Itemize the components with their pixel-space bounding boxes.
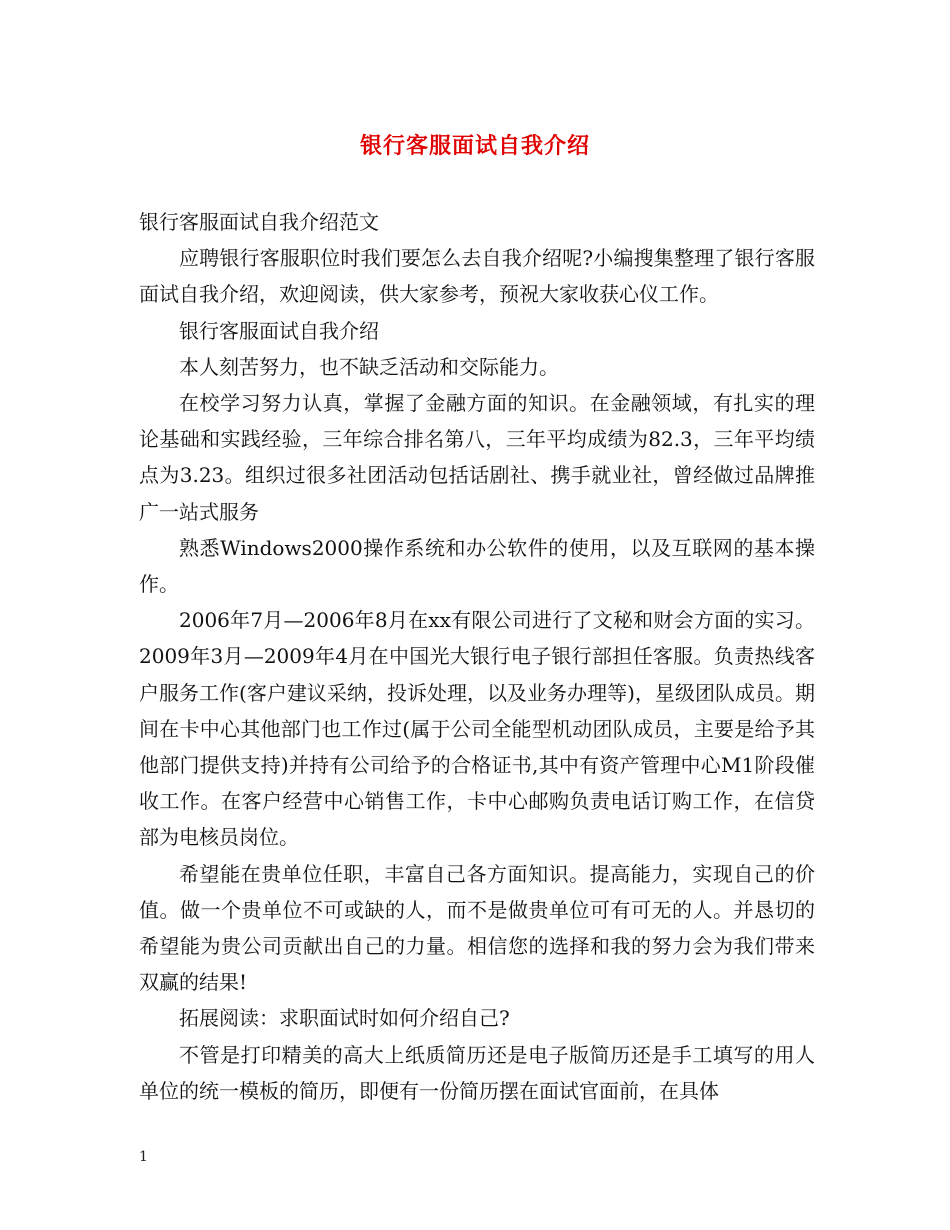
document-body	[139, 204, 815, 1109]
paragraph: 银行客服面试自我介绍范文	[139, 210, 379, 234]
paragraph: 2006年7月—2006年8月在xx有限公司进行了文秘和财会方面的实习。 2009年3月—2009年4月在中国光大银行电子银行部担任客服。负责热线客户服务工作(客户建议采纳，投诉处理，以及业务办理等)，星级团队成员。期间在卡中心其他部门也工作过(属于公司全能型机动团队成员，主要是给予其他部门提供支持)并持有公司给予的合格证书,其中有资产管理中心M1阶段催收工作。在客户经营中心销售工作，卡中心邮购负责电话订购工作，在信贷部为电核员岗位。	[139, 608, 815, 850]
paragraph: 希望能在贵单位任职，丰富自己各方面知识。提高能力，实现自己的价值。做一个贵单位不可或缺的人，而不是做贵单位可有可无的人。并恳切的希望能为贵公司贡献出自己的力量。相信您的选择和我的努力会为我们带来双赢的结果!	[139, 861, 815, 995]
document-title: 银行客服面试自我介绍	[359, 133, 590, 159]
paragraph: 在校学习努力认真，掌握了金融方面的知识。在金融领域，有扎实的理论基础和实践经验，三年综合排名第八，三年平均成绩为82.3，三年平均绩点为3.23。组织过很多社团活动包括话剧社、携手就业社，曾经做过品牌推广一站式服务	[139, 391, 815, 524]
page-number: 1	[139, 1149, 148, 1165]
paragraph: 拓展阅读：求职面试时如何介绍自己?	[179, 1006, 510, 1031]
paragraph: 银行客服面试自我介绍	[179, 318, 379, 343]
paragraph: 不管是打印精美的高大上纸质简历还是电子版简历还是手工填写的用人单位的统一模板的简历，即便有一份简历摆在面试官面前，在具体	[139, 1042, 815, 1103]
paragraph: 本人刻苦努力，也不缺乏活动和交际能力。	[179, 354, 559, 379]
paragraph: 熟悉Windows2000操作系统和办公软件的使用，以及互联网的基本操作。	[139, 535, 815, 597]
paragraph: 应聘银行客服职位时我们要怎么去自我介绍呢?小编搜集整理了银行客服面试自我介绍，欢迎阅读，供大家参考，预祝大家收获心仪工作。	[139, 246, 815, 307]
